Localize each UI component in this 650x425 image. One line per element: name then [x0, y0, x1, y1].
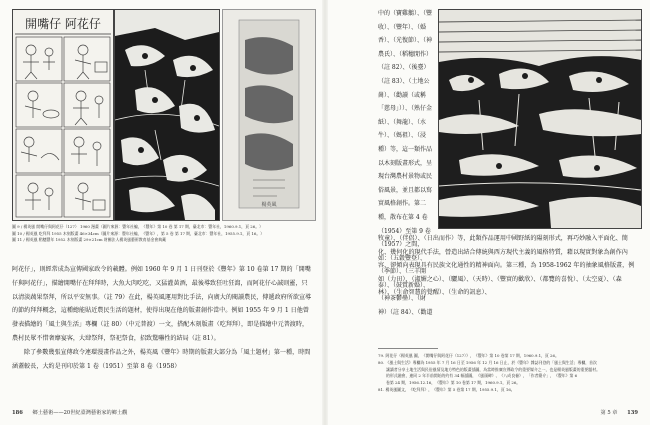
left-folio: [12, 409, 127, 416]
footnote-number: 81.: [378, 386, 385, 392]
caption-figure-9: 圖 9 / 楊英風 開嘴仔與阿花仔（127） 1960 漫畫（圖片來源：豐年社編，《豐年》第 10 卷 第 17 期，臺北市：豐年社，1960.9.1，頁 26。）: [12, 224, 263, 229]
footnote-81: [378, 387, 636, 394]
footnote-80-cont: [378, 367, 636, 374]
footnotes: [378, 353, 636, 394]
page-number-left: 186: [12, 410, 23, 416]
paragraph: 除了參數幾張宣傳政令連環漫畫作品之外，楊英風《豐年》時期的版畫大部分為「風土題材」第一種，時間涵蓋較長，大約是刊印於第 1 卷（1951）至第 8 卷（1958）: [12, 348, 311, 370]
scroll-signature: 楊英風: [261, 202, 277, 208]
paragraph: 阿花仔」，則經常成為宣傳國家政令的載體。例如 1960 年 9 月 1 日刊登於《豐年》第 10 卷第 17 期的「開嘴仔與阿花仔」，描繪開嘴仔在拜拜時，大魚大肉吃吃，又猛灌黃酒，最後導致狂吐狂瀉，而阿花仔心誠則靈，只以清淡蔬果祭拜，所以平安無事。（註 79）在此，楊英風運用對比手法，向廣大的閱讀農民，傳遞政府所欲宣導的節約拜拜概念，這種總能貼近農民生活的題材，使得出現在他的版畫創作當中。例如 1955 年 9 月 1 日他曾發表描繪的「風土與生活」專欄（註 80）（中元普渡）一文，搭配木刻版畫（吃拜拜），即是描繪中元普渡時，農村民眾不惜奢靡宴客，大肆祭拜，祭祀祭食，招致驚嚇性的結局（註 81）。: [12, 266, 312, 342]
left-body-text: [12, 263, 312, 373]
footnote-number: 79.: [378, 353, 385, 358]
figure-woodcut-landscape: [438, 9, 642, 229]
figure-woodcut-scroll: [222, 9, 316, 221]
woodcut-scroll-drawing: [223, 10, 315, 220]
footnote-80-cont: [378, 373, 636, 380]
caption-figure-11: 圖 11 / 楊英風 稻穗豐年 1952 木刻版畫 29×21cm 財團法人楊英風藝術教育基金會典藏: [12, 237, 167, 242]
right-folio: [601, 409, 638, 416]
footnote-79: [378, 353, 636, 360]
chapter-label: 第 5 章: [600, 410, 618, 416]
comic-strip-drawing: [13, 10, 113, 220]
woodcut-eating-drawing: [115, 10, 219, 220]
footnote-text: 楊英風圖文，《吃拜拜》，《豐年》第 5 卷第 17 期，1955.9.1，頁 16。: [385, 386, 515, 392]
page-number-right: 139: [627, 410, 638, 416]
comic-title: 開嘴仔 阿花仔: [25, 17, 101, 31]
caption-figure-10: 圖 10 / 楊英風 吃拜拜 1955 木刻版畫 46×34cm（圖片來源：豐年社編，《豐年》，第 5 卷 第 17 期，臺北市：豐年社，1955.9.1，頁 16。）: [12, 230, 265, 236]
book-title: 鄉土藝術——20世紀臺灣藝術家的鄉土觀: [32, 410, 128, 416]
footnote-divider: [378, 348, 438, 349]
footnote-text: 讓讀者分享土地生活與民俗風情及地方特色的版畫插圖，為當時推廣宣傳政令的重要媒介之一，也是楊英風版畫的重要題材。: [386, 366, 600, 372]
footnote-text: 卷第 24 期，1956.12.16，《豐年》第 10 卷第 17 期，1960.9.1，頁 26。: [386, 380, 521, 386]
right-body-text: [378, 232, 636, 300]
figure-comic-strip: [12, 9, 114, 221]
figure-captions: [12, 224, 312, 244]
paragraph: 牧童）、（伴侶）、（日出而作）等，此類作品運用中國野紙的陽刻形式，再巧妙融入平面化、簡化、幾何化的現代手法，營造出結合傳統與西方現代主義的風格特質，藉以現實對象為創作內容，卻傾向表現具有民族文化通性的精神面向。第三種，為 1958-1962 年的抽象風格版畫，例如（力田）、（淑媚之心）、（驪風）、（天時）、（豐實的歡欣）、（都覽的喜悅）、（太空夏）、（森林）、（生命智慧的覺醒）、（生命的訊息）、: [378, 235, 635, 297]
footnote-text: 的形式融會，連同 2 年半前開始的約有 34 幅插圖，《風頭碑》、《八成良養》，「作者簡介」，《豐年》第 6: [386, 373, 578, 379]
figure-woodcut-eating: [114, 9, 220, 221]
footnote-number: 80.: [378, 359, 385, 365]
footnote-80: [378, 360, 636, 367]
paragraph: 中的（寶雞鵝）、（豐收）、（豐年）、（婚香）、（光復節）、（神農氏）、（稻穗閒作）（註 82）、（後臺）（註 83）、（土地公崗）、（勸讀（或稱「慈母」））、（熟仔金紙）、（舞龍）、（水牛）、（媽祖）、（浸種）等，這一類作品以木刻版畫形式，呈現台灣農村景物或民俗風景，並且都以寫實風格創作。第二種，散布在第 4 卷（1954）至第 9 卷（1957）之間，如：（五穀豐登）、（季節）、（三羊開泰）、（鼓賞新婚）、（神茶鬱壘）、（財神）（註 84）、（勸道: [378, 10, 433, 317]
footnote-text: 《風土與生活》專欄為 1955 年 7 月 16 日至 1956 年 12 月 16 日止，於《豐年》雜誌刊登的「風土與生活」專欄，首次: [385, 359, 597, 365]
footnote-text: 阿花仔（楊英風 圖，《開嘴仔與阿花仔（127）》，《豐年》第 10 卷第 17 期，1960.9.1，頁 26。: [385, 353, 559, 358]
footnote-80-cont: [378, 380, 636, 387]
woodcut-landscape-drawing: [439, 10, 641, 228]
